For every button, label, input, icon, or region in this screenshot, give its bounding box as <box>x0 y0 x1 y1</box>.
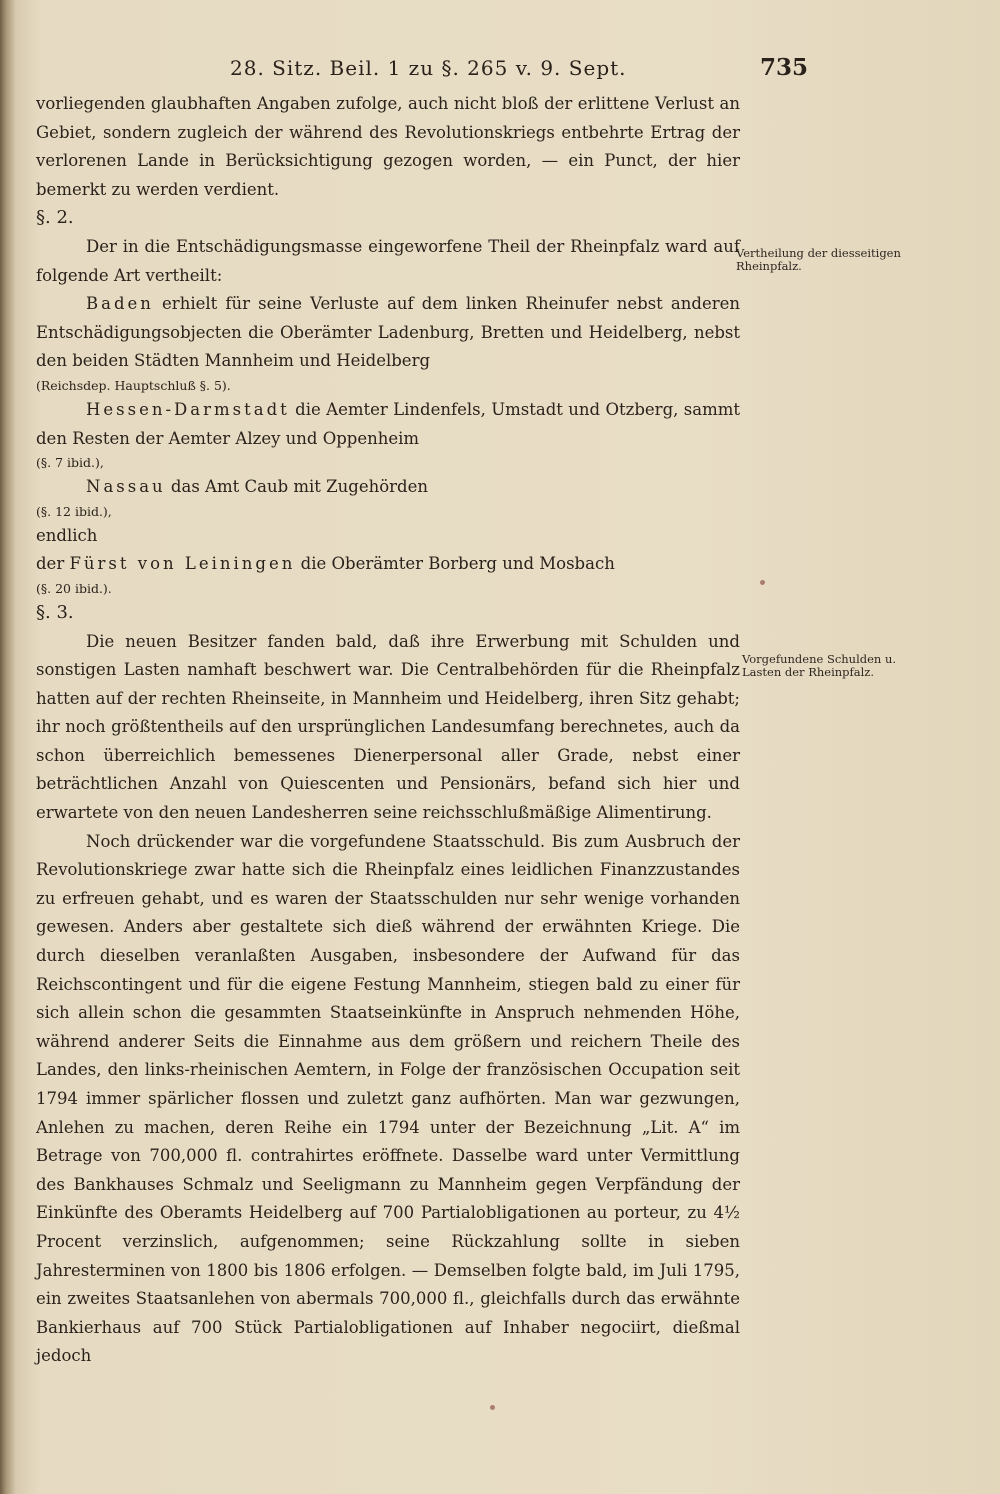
section-heading-2: §. 2. <box>36 207 74 229</box>
paper-stain <box>760 580 765 585</box>
margin-note-debts: Vorgefundene Schulden u. Lasten der Rheinpfalz. <box>742 652 897 679</box>
entry-baden-name: Baden <box>86 294 154 314</box>
entry-leiningen-text: die Oberämter Borberg und Mosbach <box>295 554 615 574</box>
entry-nassau <box>36 473 740 502</box>
paragraph-state-debt: Noch drückender war die vorgefundene Staatsschuld. Bis zum Ausbruch der Revolutionskriege zwar hatte sich die Rheinpfalz eines leidlichen Finanzzustandes zu erfreuen gehabt, und es waren der Staatsschulden nur sehr wenige vorhanden gewesen. Anders aber gestaltete sich dieß während der erwähnten Kriege. Die durch dieselben veranlaßten Ausgaben, insbesondere der Aufwand für das Reichscontingent und für die eigene Festung Mannheim, stiegen bald zu einer für sich allein schon die gesammten Staatseinkünfte in Anspruch nehmenden Höhe, während anderer Seits die Einnahme aus dem größern und reichern Theile des Landes, den links-rheinischen Aemtern, in Folge der französischen Occupation seit 1794 immer spärlicher flossen und zuletzt ganz aufhörten. Man war gezwungen, Anlehen zu machen, deren Reihe ein 1794 unter der Bezeichnung „Lit. A“ im Betrage von 700,000 fl. contrahirtes eröffnete. Dasselbe ward unter Vermittlung des Bankhauses Schmalz und Seeligmann zu Mannheim gegen Verpfändung der Einkünfte des Oberamts Heidelberg auf 700 Partialobligationen au porteur, zu 4½ Procent verzinslich, aufgenommen; seine Rückzahlung sollte in sieben Jahresterminen von 1800 bis 1806 erfolgen. — Demselben folgte bald, im Juli 1795, ein zweites Staatsanlehen von abermals 700,000 fl., gleichfalls durch das erwähnte Bankierhaus auf 700 Stück Partialobligationen auf Inhaber negociirt, dießmal jedoch <box>36 831 740 1366</box>
entry-baden-text: erhielt für seine Verluste auf dem linken Rheinufer nebst anderen Entschädigungsobjecten die Oberämter Ladenburg, Bretten und Heidelberg, nebst den beiden Städten Mannheim und Heidelberg <box>36 294 740 371</box>
citation-nassau: (§. 12 ibid.), <box>36 503 112 519</box>
running-head: 28. Sitz. Beil. 1 zu §. 265 v. 9. Sept. <box>230 56 627 80</box>
paper-stain <box>490 1405 495 1410</box>
entry-leiningen-pre: der <box>36 554 70 574</box>
entry-nassau-name: Nassau <box>86 477 166 497</box>
section-heading-3: §. 3. <box>36 601 74 623</box>
page-number: 735 <box>760 54 809 81</box>
entry-hessen-name: Hessen-Darmstadt <box>86 399 290 419</box>
entry-hessen-text: die Aemter Lindenfels, Umstadt und Otzberg, sammt den Resten der Aemter Alzey und Oppenheim <box>36 399 740 448</box>
margin-note-distribution: Vertheilung der diesseitigen Rheinpfalz. <box>736 246 901 273</box>
paragraph-new-owners: Die neuen Besitzer fanden bald, daß ihre Erwerbung mit Schulden und sonstigen Lasten namhaft beschwert war. Die Centralbehörden für die Rheinpfalz hatten auf der rechten Rheinseite, in Mannheim und Heidelberg, ihren Sitz gehabt; ihr noch größtentheils auf den ursprünglichen Landesumfang berechnetes, auch da schon überreichlich bemessenes Dienerpersonal aller Grade, nebst einer beträchtlichen Anzahl von Quiescenten und Pensionärs, befand sich hier und erwartete von den neuen Landesherren seine reichsschlußmäßige Alimentirung. <box>36 631 740 823</box>
page-header <box>0 56 1000 86</box>
citation-hessen: (§. 7 ibid.), <box>36 455 104 471</box>
entry-baden <box>36 290 740 376</box>
main-text <box>36 90 740 1371</box>
citation-baden: (Reichsdep. Hauptschluß §. 5). <box>36 377 231 393</box>
endlich-line: endlich <box>36 525 98 545</box>
paragraph-distribution: Der in die Entschädigungsmasse eingeworfene Theil der Rheinpfalz ward auf folgende Art vertheilt: <box>36 236 740 285</box>
entry-leiningen-name: Fürst von Leiningen <box>69 554 296 574</box>
paragraph-continuation: vorliegenden glaubhaften Angaben zufolge, auch nicht bloß der erlittene Verlust an Gebiet, sondern zugleich der während des Revolutionskriegs entbehrte Ertrag der verlorenen Lande in Berücksichtigung gezogen worden, — ein Punct, der hier bemerkt zu werden verdient. <box>36 94 740 199</box>
entry-leiningen <box>36 550 740 579</box>
entry-nassau-text: das Amt Caub mit Zugehörden <box>165 477 428 497</box>
entry-hessen <box>36 396 740 453</box>
citation-leiningen: (§. 20 ibid.). <box>36 580 112 596</box>
